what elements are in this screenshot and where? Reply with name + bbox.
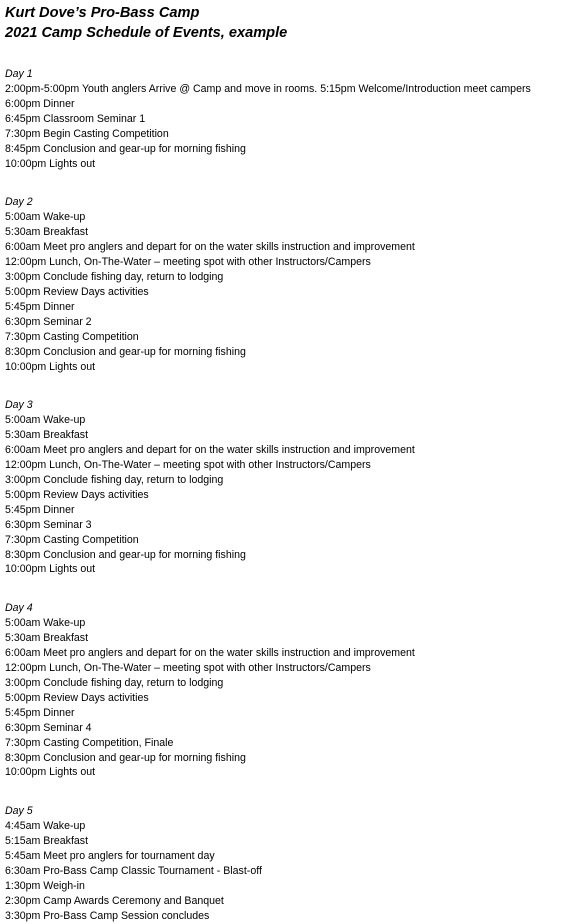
day-heading: Day 3 [5,399,33,412]
schedule-event: 5:00am Wake-up [5,414,86,427]
schedule-event: 10:00pm Lights out [5,360,96,373]
schedule-event: 8:30pm Conclusion and gear-up for morning fishing [5,548,246,561]
document-header [5,3,580,43]
schedule-event: 10:00pm Lights out [5,563,96,576]
schedule-event: 6:30pm Seminar 4 [5,721,92,734]
schedule-event: 5:45am Meet pro anglers for tournament day [5,850,215,863]
schedule-event: 3:00pm Conclude fishing day, return to lodging [5,271,224,284]
schedule-event: 5:00pm Review Days activities [5,691,149,704]
day-heading: Day 5 [5,805,33,818]
schedule-event: 6:45pm Classroom Seminar 1 [5,112,146,125]
day-heading: Day 2 [5,196,33,209]
day-section [5,398,580,577]
schedule-event: 4:45am Wake-up [5,820,86,833]
schedule-event: 12:00pm Lunch, On-The-Water – meeting spot with other Instructors/Campers [5,459,371,472]
schedule-event: 7:30pm Casting Competition [5,533,139,546]
day-heading: Day 1 [5,68,33,80]
schedule-event: 6:00am Meet pro anglers and depart for on the water skills instruction and improvement [5,241,415,254]
schedule-event: 6:30pm Seminar 2 [5,315,92,328]
schedule-event: 1:30pm Weigh-in [5,879,85,892]
schedule-event: 12:00pm Lunch, On-The-Water – meeting spot with other Instructors/Campers [5,662,371,675]
schedule-event: 8:30pm Conclusion and gear-up for morning fishing [5,345,246,358]
schedule-event: 12:00pm Lunch, On-The-Water – meeting spot with other Instructors/Campers [5,256,371,269]
schedule-event: 5:15am Breakfast [5,835,89,848]
day-section [5,804,580,923]
schedule-event: 6:00am Meet pro anglers and depart for on the water skills instruction and improvement [5,444,415,457]
schedule-event: 10:00pm Lights out [5,157,96,170]
day-heading: Day 4 [5,602,33,615]
schedule-event: 6:30pm Seminar 3 [5,518,92,531]
document-subtitle: 2021 Camp Schedule of Events, example [5,25,288,41]
schedule-event: 7:30pm Begin Casting Competition [5,127,169,140]
days-list [5,67,580,924]
schedule-document [5,0,580,924]
schedule-event: 3:30pm Pro-Bass Camp Session concludes [5,909,210,922]
schedule-event: 6:00pm Dinner [5,97,75,110]
schedule-event: 8:30pm Conclusion and gear-up for morning fishing [5,751,246,764]
schedule-event: 5:00pm Review Days activities [5,488,149,501]
schedule-event: 5:30am Breakfast [5,226,89,239]
schedule-event: 5:30am Breakfast [5,632,89,645]
schedule-event: 5:00pm Review Days activities [5,285,149,298]
schedule-event: 2:00pm-5:00pm Youth anglers Arrive @ Camp and move in rooms. 5:15pm Welcome/Introduction meet campers [5,83,531,95]
schedule-event: 7:30pm Casting Competition [5,330,139,343]
day-section [5,195,580,374]
schedule-event: 6:30am Pro-Bass Camp Classic Tournament - Blast-off [5,865,262,878]
schedule-event: 2:30pm Camp Awards Ceremony and Banquet [5,894,224,907]
schedule-event: 5:00am Wake-up [5,211,86,224]
schedule-event: 7:30pm Casting Competition, Finale [5,736,174,749]
schedule-event: 10:00pm Lights out [5,766,96,779]
day-section [5,601,580,780]
document-title: Kurt Dove’s Pro-Bass Camp [5,5,200,21]
schedule-event: 5:30am Breakfast [5,429,89,442]
schedule-event: 5:00am Wake-up [5,617,86,630]
schedule-event: 8:45pm Conclusion and gear-up for morning fishing [5,142,246,155]
day-section [5,67,580,171]
schedule-event: 5:45pm Dinner [5,503,75,516]
schedule-event: 3:00pm Conclude fishing day, return to lodging [5,677,224,689]
schedule-event: 6:00am Meet pro anglers and depart for on the water skills instruction and improvement [5,647,415,660]
schedule-event: 5:45pm Dinner [5,300,75,313]
schedule-event: 5:45pm Dinner [5,706,75,719]
schedule-event: 3:00pm Conclude fishing day, return to lodging [5,474,224,487]
